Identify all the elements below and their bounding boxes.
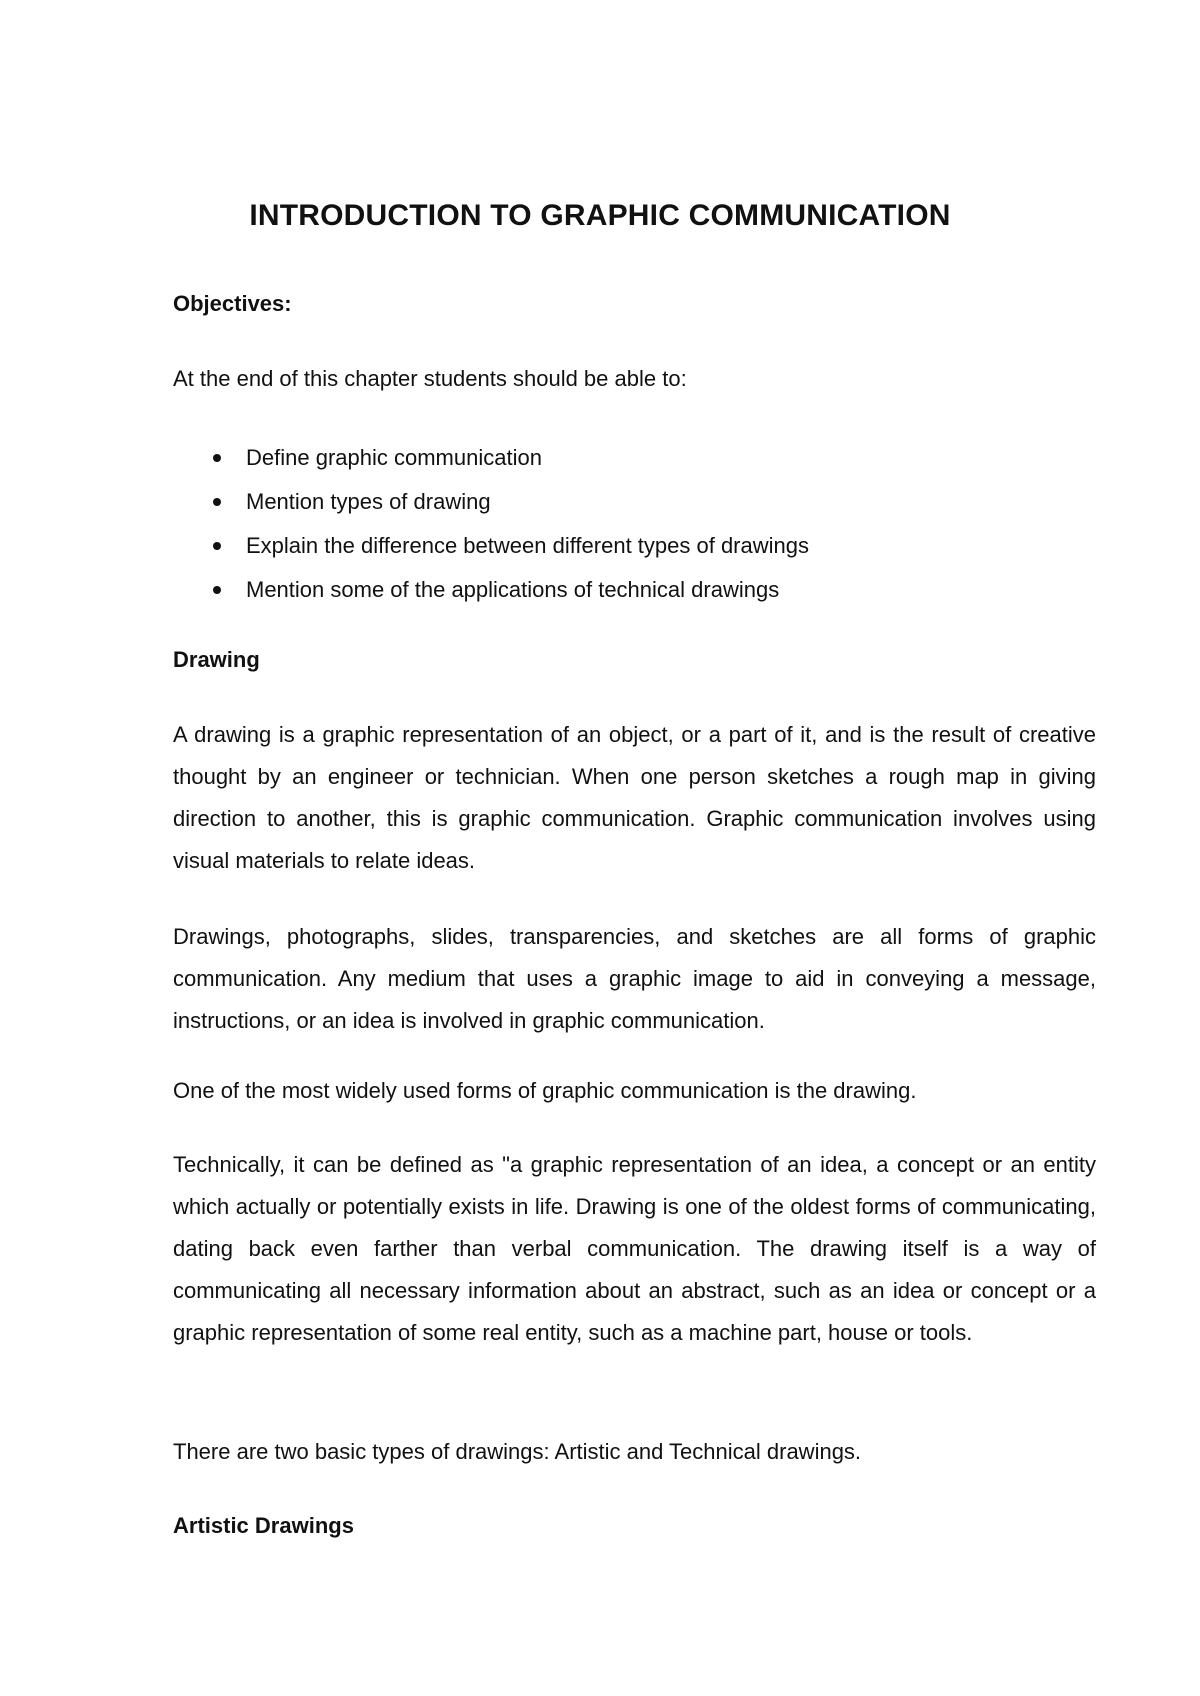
objectives-intro: At the end of this chapter students should be able to:: [173, 366, 687, 391]
bullet-icon: [213, 542, 221, 550]
list-item-text: Define graphic communication: [246, 445, 542, 470]
list-item: [173, 436, 809, 480]
paragraph-types-of-drawings: There are two basic types of drawings: Artistic and Technical drawings.: [173, 1439, 862, 1464]
objectives-list: [173, 436, 809, 612]
list-item: [173, 524, 809, 568]
list-item-text: Explain the difference between different types of drawings: [246, 533, 809, 558]
bullet-icon: [213, 454, 221, 462]
list-item: [173, 568, 809, 612]
paragraph-forms-of-communication: Drawings, photographs, slides, transparencies, and sketches are all forms of graphic communication. Any medium that uses a graphic image to aid in conveying a message, instructions, or an idea is involved in graphic communication.: [173, 924, 1096, 1033]
paragraph-drawing-definition: A drawing is a graphic representation of an object, or a part of it, and is the result of creative thought by an engineer or technician. When one person sketches a rough map in giving direction to another, this is graphic communication. Graphic communication involves using visual materials to relate ideas.: [173, 722, 1096, 873]
list-item: [173, 480, 809, 524]
paragraph-technical-definition: Technically, it can be defined as "a graphic representation of an idea, a concept or an entity which actually or potentially exists in life. Drawing is one of the oldest forms of communicating, dating back even farther than verbal communication. The drawing itself is a way of communicating all necessary information about an abstract, such as an idea or concept or a graphic representation of some real entity, such as a machine part, house or tools.: [173, 1152, 1096, 1345]
bullet-icon: [213, 498, 221, 506]
list-item-text: Mention types of drawing: [246, 489, 491, 514]
artistic-drawings-heading: Artistic Drawings: [173, 1513, 354, 1538]
page-title: INTRODUCTION TO GRAPHIC COMMUNICATION: [249, 199, 951, 232]
objectives-heading: Objectives:: [173, 291, 292, 316]
drawing-heading: Drawing: [173, 647, 260, 672]
paragraph-most-used-form: One of the most widely used forms of graphic communication is the drawing.: [173, 1078, 917, 1103]
list-item-text: Mention some of the applications of technical drawings: [246, 577, 780, 602]
bullet-icon: [213, 586, 221, 594]
